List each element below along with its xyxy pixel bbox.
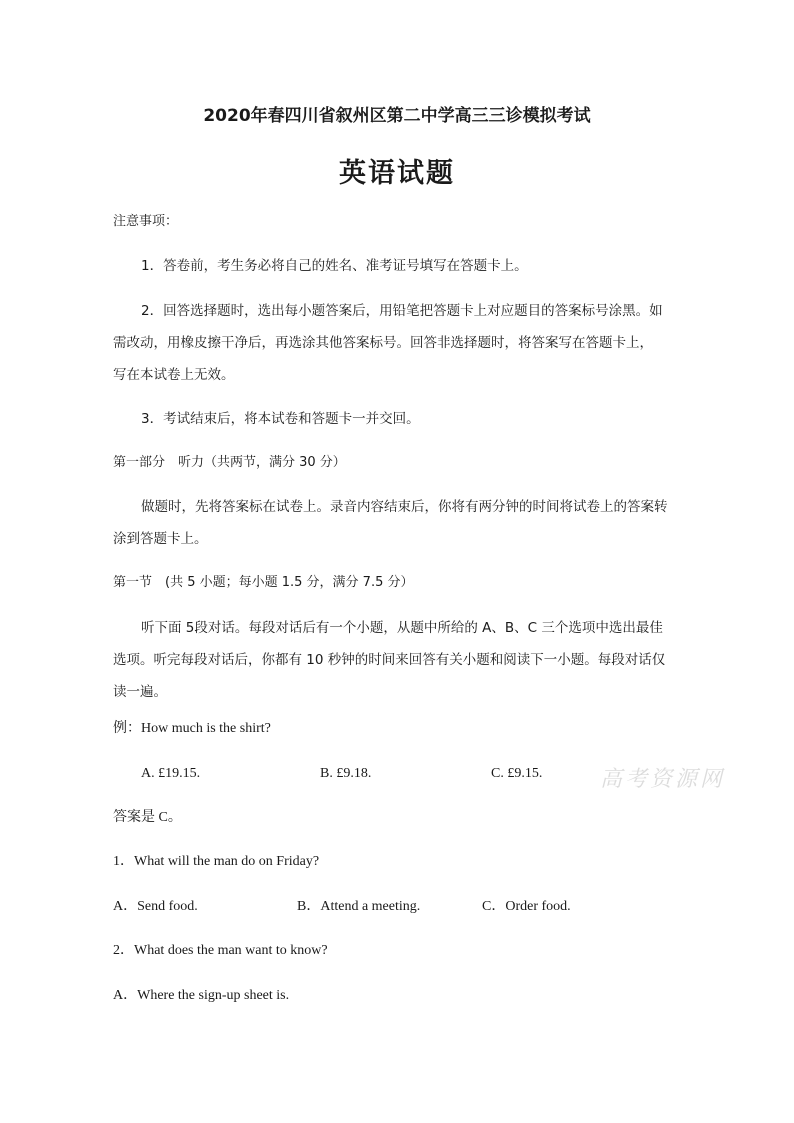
example-answer: 答案是 C。 [113,810,182,825]
question-2-option-a: A．Where the sign-up sheet is. [113,988,290,1003]
example-option-a: A. £19.15. [141,766,201,781]
part1-heading: 第一部分 听力（共两节，满分 30 分） [113,455,346,470]
section1-instruction-line-2: 选项。听完每段对话后，你都有 10 秒钟的时间来回答有关小题和阅读下一小题。每段对话仅 [113,652,666,668]
notice-item-2-line-3: 写在本试卷上无效。 [113,367,235,383]
notice-item-3: 3．考试结束后，将本试卷和答题卡一并交回。 [141,411,420,427]
subject-title: 英语试题 [339,158,455,189]
question-2: 2．What does the man want to know? [113,943,328,958]
example-question: 例：How much is the shirt? [113,721,271,736]
notice-item-2-line-1: 2．回答选择题时，选出每小题答案后，用铅笔把答题卡上对应题目的答案标号涂黑。如 [141,303,663,319]
notice-item-2-line-2: 需改动，用橡皮擦干净后，再选涂其他答案标号。回答非选择题时，将答案写在答题卡上， [113,335,653,351]
question-1-option-a: A．Send food. [113,899,198,914]
example-option-c: C. £9.15. [491,766,543,781]
question-1-option-c: C．Order food. [482,899,571,914]
notice-heading: 注意事项： [113,214,179,229]
part1-instruction-line-1: 做题时，先将答案标在试卷上。录音内容结束后，你将有两分钟的时间将试卷上的答案转 [141,499,668,515]
watermark-text: 高考资源网 [600,767,726,792]
section1-heading: 第一节 (共 5 小题；每小题 1.5 分，满分 7.5 分） [113,575,414,590]
notice-item-1: 1．答卷前，考生务必将自己的姓名、准考证号填写在答题卡上。 [141,258,528,274]
question-1: 1．What will the man do on Friday? [113,854,320,869]
section1-instruction-line-1: 听下面 5段对话。每段对话后有一个小题，从题中所给的 A、B、C 三个选项中选出最佳 [141,620,663,636]
question-1-option-b: B．Attend a meeting. [297,899,421,914]
section1-instruction-line-3: 读一遍。 [113,684,167,700]
exam-title: 2020年春四川省叙州区第二中学高三三诊模拟考试 [203,106,591,126]
example-option-b: B. £9.18. [320,766,372,781]
part1-instruction-line-2: 涂到答题卡上。 [113,531,208,547]
